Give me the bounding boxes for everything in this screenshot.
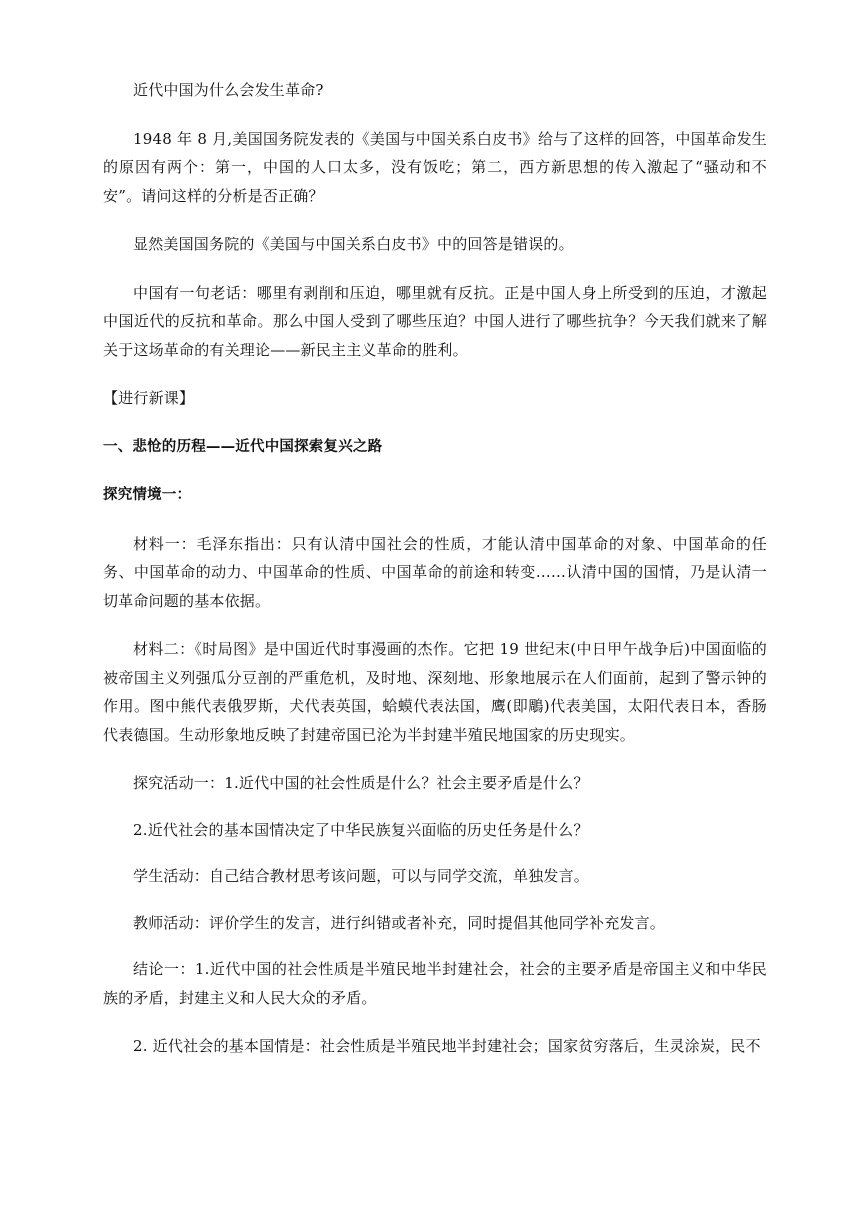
material-2: 材料二：《时局图》是中国近代时事漫画的杰作。它把 19 世纪末(中日甲午战争后)中国面临的被帝国主义列强瓜分豆剖的严重危机，及时地、深刻地、形象地展示在人们面前，起到了警示钟的作用。图中熊代表俄罗斯，犬代表英国，蛤蟆代表法国，鹰(即鵰)代表美国，太阳代表日本，香肠代表德国。生动形象地反映了封建帝国已沦为半封建半殖民地国家的历史现实。 [103, 640, 767, 744]
teacher-activity: 教师活动：评价学生的发言，进行纠错或者补充，同时提倡其他同学补充发言。 [133, 913, 666, 932]
activity-2: 2.近代社会的基本国情决定了中华民族复兴面临的历史任务是什么？ [133, 820, 589, 839]
section-label: 【进行新课】 [103, 389, 195, 407]
document-page [103, 76, 767, 1081]
student-activity: 学生活动：自己结合教材思考该问题，可以与同学交流，单独发言。 [133, 867, 590, 885]
heading-1: 一、悲怆的历程——近代中国探索复兴之路 [103, 438, 383, 455]
intro-paragraph-wrong: 显然美国国务院的《美国与中国关系白皮书》中的回答是错误的。 [133, 235, 574, 253]
intro-question: 近代中国为什么会发生革命? [133, 81, 324, 99]
subheading-scenario-1: 探究情境一： [103, 487, 192, 503]
activity-1: 探究活动一：1.近代中国的社会性质是什么？社会主要矛盾是什么？ [133, 774, 589, 792]
intro-paragraph-oppression: 中国有一句老话：哪里有剥削和压迫，哪里就有反抗。正是中国人身上所受到的压迫，才激起中国近代的反抗和革命。那么中国人受到了哪些压迫？中国人进行了哪些抗争？今天我们就来了解关于这场革命的有关理论——新民主主义革命的胜利。 [103, 283, 767, 359]
material-1: 材料一：毛泽东指出：只有认清中国社会的性质，才能认清中国革命的对象、中国革命的任务、中国革命的动力、中国革命的性质、中国革命的前途和转变……认清中国的国情，乃是认清一切革命问题的基本依据。 [103, 534, 767, 610]
conclusion-2: 2. 近代社会的基本国情是：社会性质是半殖民地半封建社会；国家贫穷落后，生灵涂炭，民不 [133, 1037, 761, 1055]
conclusion-1: 结论一：1.近代中国的社会性质是半殖民地半封建社会，社会的主要矛盾是帝国主义和中华民族的矛盾，封建主义和人民大众的矛盾。 [103, 960, 767, 1007]
intro-paragraph-whitepaper: 1948 年 8 月,美国国务院发表的《美国与中国关系白皮书》给与了这样的回答，中国革命发生的原因有两个：第一，中国的人口太多，没有饭吃；第二，西方新思想的传入激起了“骚动和不安”。请问这样的分析是否正确？ [103, 129, 767, 205]
